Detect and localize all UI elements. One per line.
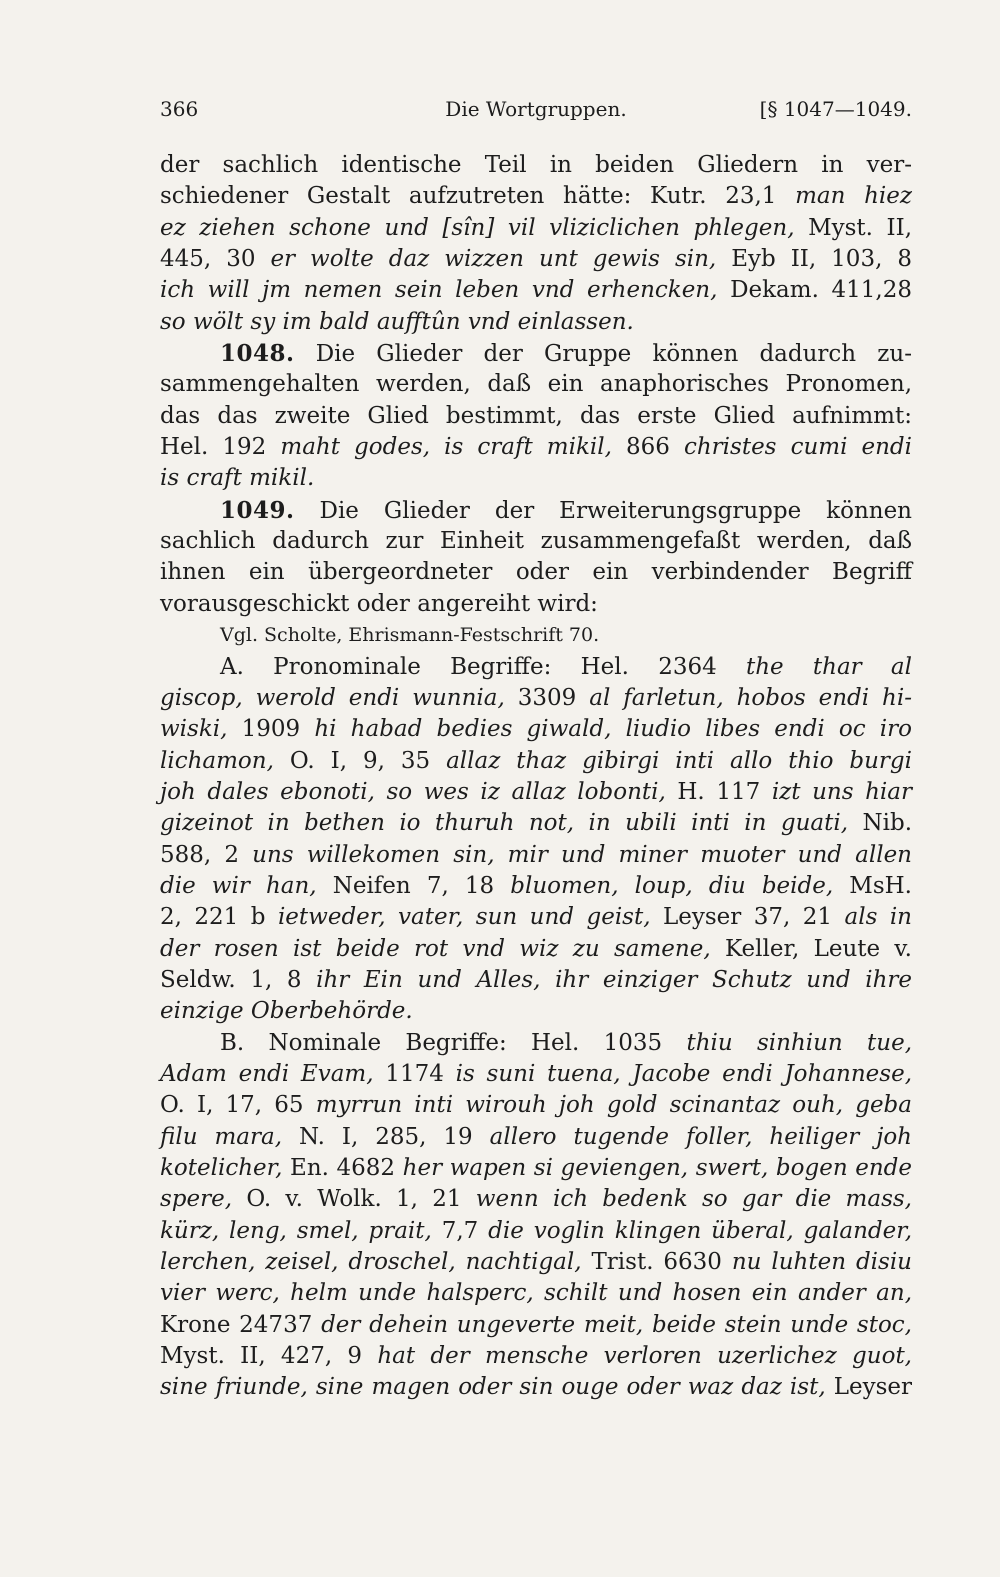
- text-line: ihnen ein übergeordneter oder ein verbindender Begriff: [160, 559, 912, 586]
- body-text: [160, 150, 912, 1404]
- text-line: B. Nominale Begriffe: Hel. 1035 thiu sinhiun tue,: [220, 1029, 913, 1056]
- text-line: Hel. 192 maht godes, is craft mikil, 866 christes cumi endi: [160, 434, 913, 461]
- text-line: Seldw. 1, 8 ihr Ein und Alles, ihr einziger Schutz und ihre: [160, 966, 912, 993]
- text-line: 588, 2 uns willekomen sin, mir und miner muoter und allen: [160, 841, 912, 868]
- text-line: lichamon, O. I, 9, 35 allaz thaz gibirgi inti allo thio burgi: [160, 747, 913, 774]
- text-line: sachlich dadurch zur Einheit zusammengefaßt werden, daß: [160, 528, 912, 555]
- text-line: gizeinot in bethen io thuruh not, in ubili inti in guati, Nib.: [160, 810, 913, 837]
- text-line: giscop, werold endi wunnia, 3309 al farletun, hobos endi hi-: [160, 684, 912, 711]
- text-line: vorausgeschickt oder angereiht wird:: [160, 590, 598, 617]
- text-line: so wölt sy im bald aufftûn vnd einlassen.: [160, 308, 634, 335]
- running-title: Die Wortgruppen.: [445, 97, 627, 121]
- text-line: joh dales ebonoti, so wes iz allaz lobonti, H. 117 izt uns hiar: [160, 778, 912, 805]
- text-line: Myst. II, 427, 9 hat der mensche verloren uzerlichez guot,: [160, 1343, 912, 1370]
- text-line: lerchen, zeisel, droschel, nachtigal, Trist. 6630 nu luhten disiu: [160, 1249, 912, 1276]
- text-line: Vgl. Scholte, Ehrismann-Festschrift 70.: [220, 624, 600, 647]
- text-line: schiedener Gestalt aufzutreten hätte: Kutr. 23,1 man hiez: [160, 183, 912, 210]
- text-line: A. Pronominale Begriffe: Hel. 2364 the thar al: [220, 653, 912, 680]
- text-line: sine friunde, sine magen oder sin ouge oder waz daz ist, Leyser: [160, 1374, 913, 1401]
- text-line: 2, 221 b ietweder, vater, sun und geist, Leyser 37, 21 als in: [160, 904, 912, 931]
- text-line: sammengehalten werden, daß ein anaphorisches Pronomen,: [160, 371, 912, 398]
- text-line: das das zweite Glied bestimmt, das erste Glied aufnimmt:: [160, 402, 912, 429]
- text-line: Adam endi Evam, 1174 is suni tuena, Jacobe endi Johannese,: [160, 1060, 913, 1087]
- text-line: is craft mikil.: [160, 465, 315, 492]
- text-line: O. I, 17, 65 myrrun inti wirouh joh gold scinantaz ouh, geba: [160, 1092, 912, 1119]
- text-line: ez ziehen schone und [sîn] vil vliziclichen phlegen, Myst. II,: [160, 214, 912, 241]
- text-line: 1049. Die Glieder der Erweiterungsgruppe können: [220, 496, 912, 524]
- text-line: spere, O. v. Wolk. 1, 21 wenn ich bedenk so gar die mass,: [160, 1186, 912, 1213]
- text-line: der rosen ist beide rot vnd wiz zu samene, Keller, Leute v.: [160, 935, 912, 962]
- text-line: die wir han, Neifen 7, 18 bluomen, loup, diu beide, MsH.: [160, 872, 912, 899]
- text-line: Krone 24737 der dehein ungeverte meit, beide stein unde stoc,: [160, 1311, 912, 1338]
- text-line: kürz, leng, smel, prait, 7,7 die voglin klingen überal, galander,: [160, 1217, 912, 1244]
- section-range: [§ 1047—1049.: [759, 97, 912, 121]
- text-line: einzige Oberbehörde.: [160, 998, 413, 1025]
- text-line: vier werc, helm unde halsperc, schilt und hosen ein ander an,: [160, 1280, 912, 1307]
- text-line: wiski, 1909 hi habad bedies giwald, liudio libes endi oc iro: [160, 716, 912, 743]
- text-line: kotelicher, En. 4682 her wapen si geviengen, swert, bogen ende: [160, 1155, 912, 1181]
- text-line: ich will jm nemen sein leben vnd erhencken, Dekam. 411,28: [160, 277, 912, 304]
- page-number: 366: [160, 97, 199, 121]
- text-line: 445, 30 er wolte daz wizzen unt gewis sin, Eyb II, 103, 8: [160, 246, 912, 273]
- text-line: der sachlich identische Teil in beiden Gliedern in ver-: [160, 152, 912, 178]
- text-line: 1048. Die Glieder der Gruppe können dadurch zu-: [220, 340, 912, 368]
- text-line: filu mara, N. I, 285, 19 allero tugende foller, heiliger joh: [160, 1123, 912, 1150]
